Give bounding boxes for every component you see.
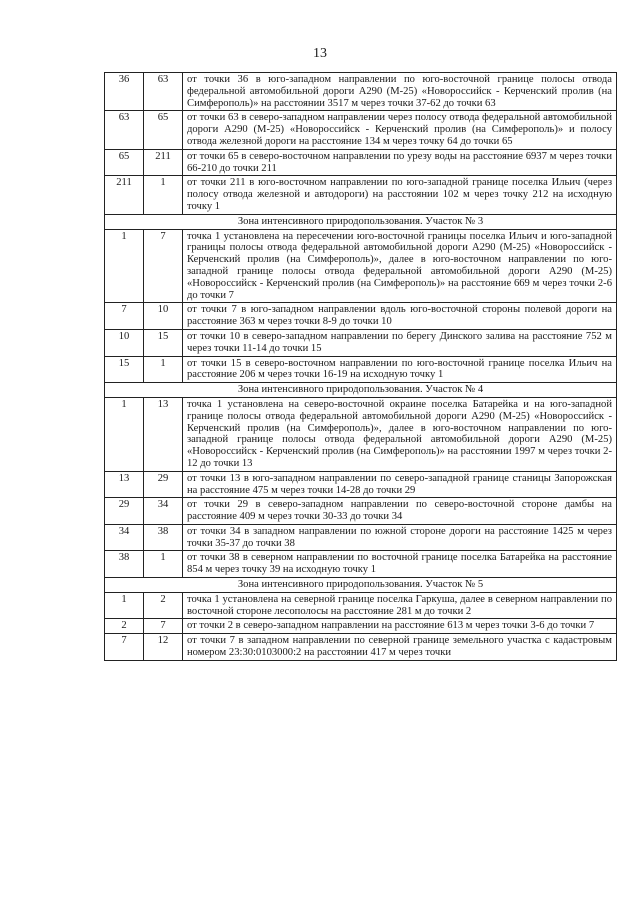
description-cell: от точки 15 в северо-восточном направлении по юго-восточной границе поселка Ильич на расстояние 206 м через точки 16-19 на исходную точку 1 [183, 356, 617, 383]
from-point-cell: 15 [105, 356, 144, 383]
description-cell: от точки 2 в северо-западном направлении на расстояние 613 м через точки 3-6 до точки 7 [183, 619, 617, 634]
to-point-cell: 211 [144, 149, 183, 176]
from-point-cell: 63 [105, 111, 144, 149]
from-point-cell: 34 [105, 524, 144, 551]
table-body [105, 73, 617, 661]
table-row [105, 329, 617, 356]
boundary-description-table [104, 72, 617, 661]
from-point-cell: 38 [105, 551, 144, 578]
table-row [105, 592, 617, 619]
table-row [105, 303, 617, 330]
from-point-cell: 211 [105, 176, 144, 214]
from-point-cell: 29 [105, 498, 144, 525]
description-cell: от точки 29 в северо-западном направлении по северо-восточной стороне дамбы на расстояние 409 м через точки 30-33 до точки 34 [183, 498, 617, 525]
table-row [105, 619, 617, 634]
to-point-cell: 65 [144, 111, 183, 149]
table-row [105, 111, 617, 149]
to-point-cell: 2 [144, 592, 183, 619]
from-point-cell: 7 [105, 303, 144, 330]
description-cell: точка 1 установлена на северо-восточной окраине поселка Батарейка и на юго-западной границе полосы отвода федеральной автомобильной дороги А290 (М-25) «Новороссийск - Керченский пролив (на Симферополь)», далее в юго-восточном направлении по юго-западной границе полосы отвода федеральной автомобильной дороги А290 (М-25) «Новороссийск - Керченский пролив (на Симферополь)» на расстоянии 1997 м через точки 2-12 до точки 13 [183, 397, 617, 471]
to-point-cell: 10 [144, 303, 183, 330]
table-row [105, 498, 617, 525]
from-point-cell: 36 [105, 73, 144, 111]
zone-header-row [105, 383, 617, 398]
table-row [105, 149, 617, 176]
from-point-cell: 13 [105, 471, 144, 498]
description-cell: от точки 10 в северо-западном направлении по берегу Динского залива на расстояние 752 м через точки 11-14 до точки 15 [183, 329, 617, 356]
from-point-cell: 1 [105, 397, 144, 471]
to-point-cell: 34 [144, 498, 183, 525]
description-cell: точка 1 установлена на северной границе поселка Гаркуша, далее в северном направлении по восточной стороне лесополосы на расстояние 281 м до точки 2 [183, 592, 617, 619]
table-row [105, 471, 617, 498]
to-point-cell: 1 [144, 176, 183, 214]
description-cell: от точки 34 в западном направлении по южной стороне дороги на расстояние 1425 м через точки 35-37 до точки 38 [183, 524, 617, 551]
zone-title: Зона интенсивного природопользования. Участок № 5 [105, 578, 617, 593]
to-point-cell: 12 [144, 634, 183, 661]
zone-header-row [105, 578, 617, 593]
table-row [105, 229, 617, 303]
zone-title: Зона интенсивного природопользования. Участок № 4 [105, 383, 617, 398]
description-cell: от точки 65 в северо-восточном направлении по урезу воды на расстояние 6937 м через точки 66-210 до точки 211 [183, 149, 617, 176]
to-point-cell: 29 [144, 471, 183, 498]
to-point-cell: 1 [144, 356, 183, 383]
from-point-cell: 7 [105, 634, 144, 661]
to-point-cell: 13 [144, 397, 183, 471]
to-point-cell: 1 [144, 551, 183, 578]
from-point-cell: 2 [105, 619, 144, 634]
description-cell: точка 1 установлена на пересечении юго-восточной границы поселка Ильич и юго-западной границы полосы отвода федеральной автомобильной дороги А290 (М-25) «Новороссийск - Керченский пролив (на Симферополь)», далее в юго-восточном направлении по юго-западной границе полосы отвода федеральной автомобильной дороги А290 (М-25) «Новороссийск - Керченский пролив (на Симферополь)» на расстояние 669 м через точки 2-6 до точки 7 [183, 229, 617, 303]
description-cell: от точки 38 в северном направлении по восточной границе поселка Батарейка на расстояние 854 м через точку 39 на исходную точку 1 [183, 551, 617, 578]
description-cell: от точки 7 в юго-западном направлении вдоль юго-восточной стороны полевой дороги на расстояние 363 м через точки 8-9 до точки 10 [183, 303, 617, 330]
table-row [105, 524, 617, 551]
table-row [105, 634, 617, 661]
table-row [105, 176, 617, 214]
table-row [105, 551, 617, 578]
from-point-cell: 1 [105, 229, 144, 303]
description-cell: от точки 7 в западном направлении по северной границе земельного участка с кадастровым номером 23:30:0103000:2 на расстоянии 417 м через точки [183, 634, 617, 661]
table-row [105, 356, 617, 383]
page-number: 13 [313, 46, 327, 61]
from-point-cell: 1 [105, 592, 144, 619]
zone-title: Зона интенсивного природопользования. Участок № 3 [105, 214, 617, 229]
description-cell: от точки 63 в северо-западном направлении через полосу отвода федеральной автомобильной дороги А290 (М-25) «Новороссийск - Керченский пролив (на Симферополь)» и полосу отвода железной дороги на расстояние 134 м через точку 64 до точки 65 [183, 111, 617, 149]
description-cell: от точки 36 в юго-западном направлении по юго-восточной границе полосы отвода федеральной автомобильной дороги А290 (М-25) «Новороссийск - Керченский пролив (на Симферополь)» на расстоянии 3517 м через точки 37-62 до точки 63 [183, 73, 617, 111]
from-point-cell: 10 [105, 329, 144, 356]
zone-header-row [105, 214, 617, 229]
to-point-cell: 63 [144, 73, 183, 111]
description-cell: от точки 211 в юго-восточном направлении по юго-западной границе поселка Ильич (через полосу отвода железной и автодороги) на расстоянии 102 м через точку 212 на исходную точку 1 [183, 176, 617, 214]
table-row [105, 397, 617, 471]
table-row [105, 73, 617, 111]
to-point-cell: 7 [144, 229, 183, 303]
to-point-cell: 38 [144, 524, 183, 551]
to-point-cell: 7 [144, 619, 183, 634]
from-point-cell: 65 [105, 149, 144, 176]
to-point-cell: 15 [144, 329, 183, 356]
description-cell: от точки 13 в юго-западном направлении по северо-западной границе станицы Запорожская на расстояние 475 м через точки 14-28 до точки 29 [183, 471, 617, 498]
